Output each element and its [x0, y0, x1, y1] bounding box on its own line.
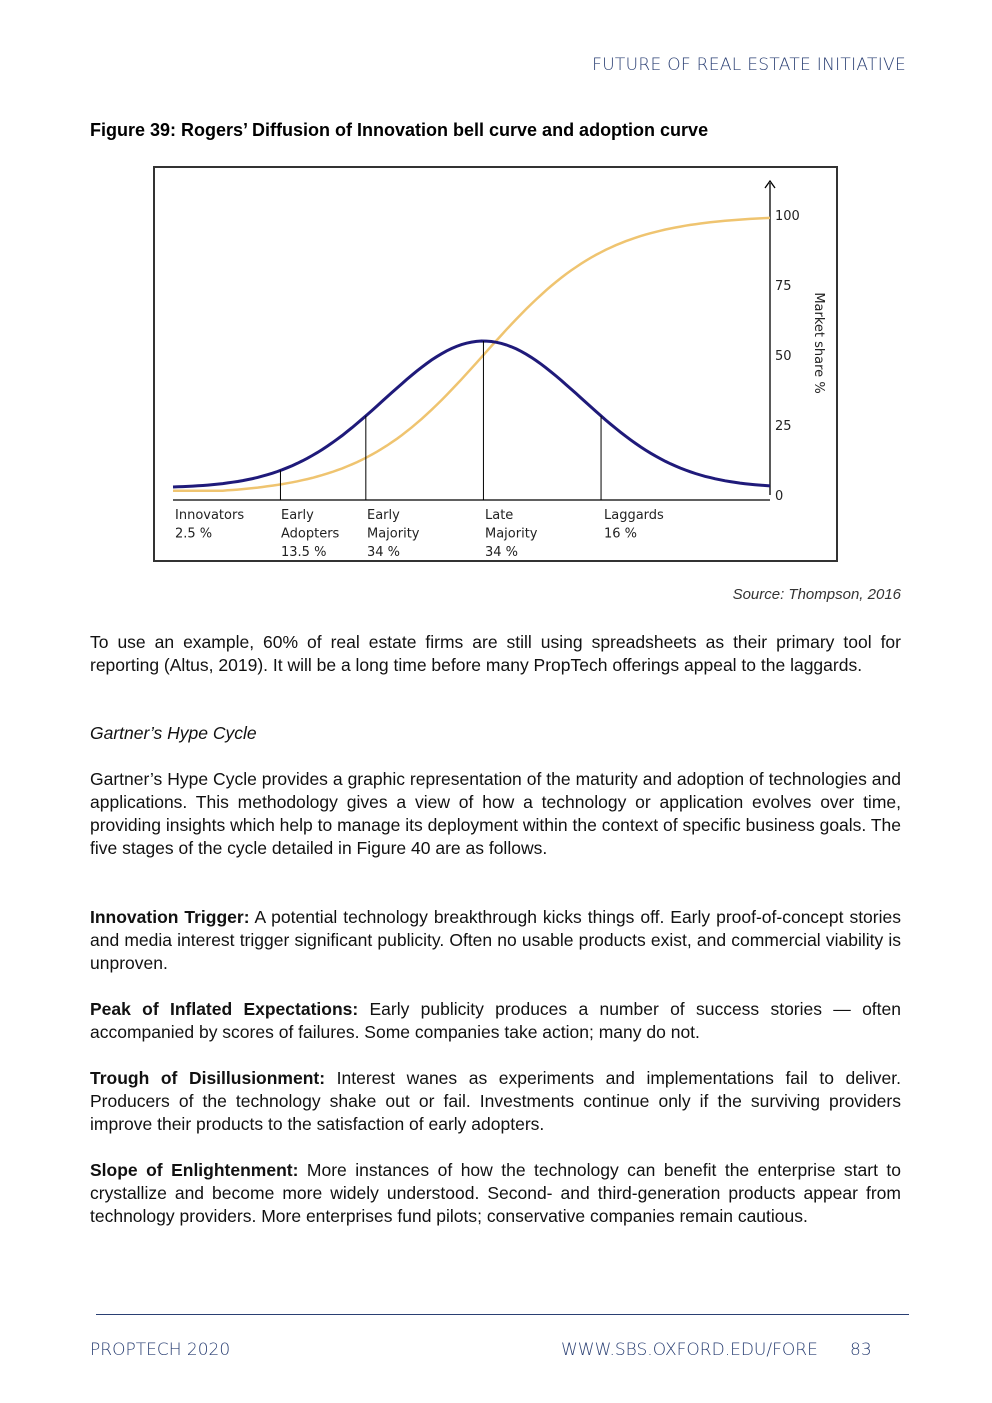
segment-label: Innovators [175, 508, 245, 523]
stage-description: A potential technology breakthrough kicks things off. Early proof-of-concept stories and media interest trigger significant publicity. Often no usable products exist, and commercial viability is unproven. [90, 907, 901, 973]
stage-slope [90, 1159, 901, 1228]
stage-description: Early publicity produces a number of success stories — often accompanied by scores of failures. Some companies take action; many do not. [90, 999, 901, 1042]
segment-label: Majority [485, 526, 538, 542]
stage-term: Trough of Disillusionment: [90, 1068, 326, 1088]
segment-label: Early [367, 508, 400, 523]
running-header: FUTURE OF REAL ESTATE INITIATIVE [592, 55, 906, 75]
segment-label: 34 % [367, 545, 401, 560]
y-tick-label: 0 [775, 489, 784, 504]
segment-label: Majority [367, 526, 420, 542]
footer-publication: PROPTECH 2020 [90, 1340, 231, 1360]
y-tick-label: 50 [775, 349, 792, 364]
chart-svg [155, 168, 836, 560]
segment-label: 34 % [485, 545, 519, 560]
paragraph-text: Gartner’s Hype Cycle provides a graphic representation of the maturity and adoption of technologies and applications. This methodology gives a view of how a technology or application evolves over time, providing insights which help to manage its deployment within the context of specific business goals. The five stages of the cycle detailed in Figure 40 are as follows. [90, 769, 901, 858]
segment-label: 16 % [604, 526, 638, 542]
stage-term: Slope of Enlightenment: [90, 1160, 299, 1180]
page-number: 83 [850, 1340, 872, 1360]
paragraph-text: To use an example, 60% of real estate firms are still using spreadsheets as their primary tool for reporting (Altus, 2019). It will be a long time before many PropTech offerings appeal to the laggards. [90, 632, 901, 675]
section-subheading [90, 722, 901, 745]
bell-curve [173, 341, 770, 487]
paragraph-example [90, 631, 901, 677]
y-tick-label: 25 [775, 419, 792, 434]
stage-description: More instances of how the technology can benefit the enterprise start to crystallize and become more widely understood. Second- and third-generation products appear from technology providers. More enterprises fund pilots; conservative companies remain cautious. [90, 1160, 901, 1226]
stage-description: Interest wanes as experiments and implementations fail to deliver. Producers of the technology shake out or fail. Investments continue only if the surviving providers improve their products to the satisfaction of early adopters. [90, 1068, 901, 1134]
stage-term: Peak of Inflated Expectations: [90, 999, 359, 1019]
y-axis-label: Market share % [811, 292, 826, 394]
segment-label: 2.5 % [175, 526, 213, 542]
stage-peak [90, 998, 901, 1044]
subheading-text: Gartner’s Hype Cycle [90, 723, 257, 743]
y-tick-label: 100 [775, 209, 800, 224]
footer-url[interactable]: WWW.SBS.OXFORD.EDU/FORE [561, 1340, 818, 1360]
diffusion-chart [153, 166, 838, 562]
footer-divider [96, 1314, 909, 1315]
segment-label: Adopters [281, 526, 340, 542]
figure-source: Source: Thompson, 2016 [732, 586, 901, 603]
segment-label: 13.5 % [281, 545, 327, 560]
paragraph-hype-cycle [90, 768, 901, 860]
stage-trough [90, 1067, 901, 1136]
adoption-curve [173, 218, 770, 491]
y-tick-label: 75 [775, 279, 792, 294]
figure-title: Figure 39: Rogers’ Diffusion of Innovation bell curve and adoption curve [90, 120, 709, 140]
segment-label: Early [281, 508, 314, 523]
stage-term: Innovation Trigger: [90, 907, 250, 927]
segment-label: Late [485, 508, 514, 523]
segment-label: Laggards [604, 508, 664, 523]
stage-innovation-trigger [90, 906, 901, 975]
